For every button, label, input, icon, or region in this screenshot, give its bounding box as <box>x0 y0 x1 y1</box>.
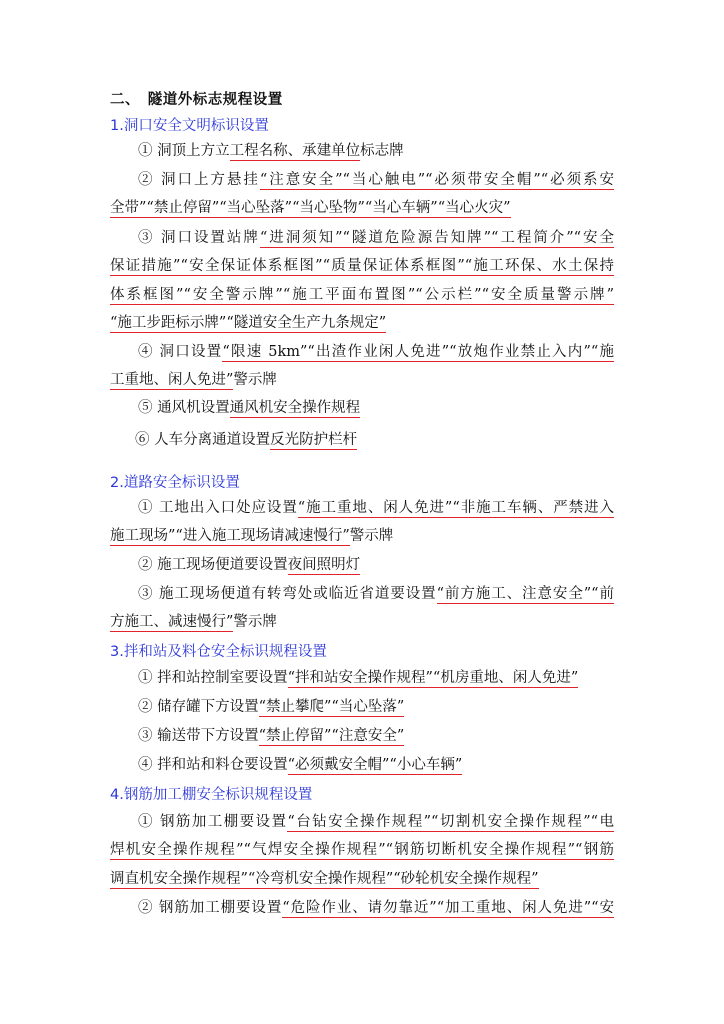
s1-item-2-underlined-1: “注意安全”“当心触电”“必须带安全帽”“必须系安 <box>259 172 615 188</box>
s3-item-4-underlined: “必须戴安全帽”“小心车辆” <box>287 757 463 773</box>
s3-item-1-underlined: “拌和站安全操作规程”“机房重地、闲人免进” <box>287 670 579 686</box>
s3-item-3-text: ③ 输送带下方设置 <box>138 728 259 744</box>
s1-item-6-text: ⑥ 人车分离通道设置 <box>135 432 271 448</box>
s2-item-1-line-1 <box>138 498 614 518</box>
subsection-title-2: 2.道路安全标识设置 <box>110 475 240 491</box>
subsection-title-4: 4.钢筋加工棚安全标识规程设置 <box>110 787 313 803</box>
subsection-title-1: 1.洞口安全文明标识设置 <box>110 118 269 134</box>
subsection-title-3: 3.拌和站及料仓安全标识规程设置 <box>110 644 327 660</box>
section-heading: 二、 隧道外标志规程设置 <box>110 92 283 108</box>
s1-item-3-underlined-4: “施工步距标示牌”“隧道安全生产九条规定” <box>110 315 387 331</box>
s4-item-1-text: ① 钢筋加工棚要设置 <box>138 814 288 830</box>
s3-item-3-underlined: “禁止停留”“注意安全” <box>258 728 405 744</box>
s4-item-2-line-1 <box>138 898 614 918</box>
s3-item-3 <box>138 726 614 746</box>
s1-item-3-line-3 <box>110 285 614 305</box>
s2-item-1-suffix: 警示牌 <box>349 528 394 544</box>
s1-item-6 <box>135 430 614 450</box>
s1-item-3-underlined-1: “进洞须知”“隧道危险源告知牌”“工程简介”“安全 <box>259 230 615 246</box>
s4-item-1-underlined-3: 调直机安全操作规程”“冷弯机安全操作规程”“砂轮机安全操作规程” <box>110 871 539 887</box>
s1-item-2-line-2 <box>110 198 614 218</box>
s2-item-3-text: ③ 施工现场便道有转弯处或临近省道要设置 <box>138 586 437 602</box>
s2-item-3-underlined-1: “前方施工、注意安全”“前 <box>436 586 614 602</box>
s1-item-5-text: ⑤ 通风机设置 <box>138 400 230 416</box>
s3-item-2-text: ② 储存罐下方设置 <box>138 699 259 715</box>
s1-item-1-underlined: 工程名称、承建单位 <box>229 143 361 159</box>
s4-item-2-underlined-1: “危险作业、请勿靠近”“加工重地、闲人免进”“安 <box>282 900 615 916</box>
s4-item-1-line-1 <box>138 812 614 832</box>
s1-item-2-text: ② 洞口上方悬挂 <box>138 172 260 188</box>
s1-item-4-line-1 <box>138 342 614 362</box>
s3-item-1 <box>138 668 614 688</box>
s1-item-6-underlined: 反光防护栏杆 <box>270 432 358 448</box>
s2-item-2-text: ② 施工现场便道要设置 <box>138 557 288 573</box>
s1-item-3-line-4 <box>110 313 614 333</box>
s4-item-2-text: ② 钢筋加工棚要设置 <box>138 900 283 916</box>
s4-item-1-line-2 <box>110 840 614 860</box>
s1-item-1-suffix: 标志牌 <box>360 143 404 159</box>
s1-item-3-line-1 <box>138 228 614 248</box>
s1-item-4-text: ④ 洞口设置 <box>138 344 223 360</box>
s2-item-2-underlined: 夜间照明灯 <box>287 557 361 573</box>
s2-item-1-text: ① 工地出入口处应设置 <box>138 500 298 516</box>
s1-item-2-line-1 <box>138 170 614 190</box>
s2-item-3-line-1 <box>138 584 614 604</box>
s1-item-1 <box>138 141 614 161</box>
s1-item-4-underlined-1: “限速 5km”“出渣作业闲人免进”“放炮作业禁止入内”“施 <box>222 344 615 360</box>
s1-item-4-underlined-2: 工重地、闲人免进” <box>110 372 234 388</box>
s2-item-1-line-2 <box>110 526 614 546</box>
s3-item-4-text: ④ 拌和站和料仓要设置 <box>138 757 288 773</box>
s1-item-4-suffix: 警示牌 <box>233 372 277 388</box>
s1-item-5 <box>138 398 614 418</box>
s2-item-1-underlined-2: 施工现场”“进入施工现场请减速慢行” <box>110 528 350 544</box>
s3-item-4 <box>138 755 614 775</box>
s1-item-4-line-2 <box>110 370 614 390</box>
s2-item-2 <box>138 555 614 575</box>
s2-item-3-underlined-2: 方施工、减速慢行” <box>110 614 234 630</box>
s1-item-5-underlined: 通风机安全操作规程 <box>229 400 361 416</box>
s1-item-1-text: ① 洞顶上方立 <box>138 143 230 159</box>
s1-item-3-underlined-2: 保证措施”“安全保证体系框图”“质量保证体系框图”“施工环保、水土保持 <box>110 258 614 274</box>
s4-item-1-line-3 <box>110 869 614 889</box>
s3-item-1-text: ① 拌和站控制室要设置 <box>138 670 288 686</box>
s1-item-2-underlined-2: 全带”“禁止停留”“当心坠落”“当心坠物”“当心车辆”“当心火灾” <box>110 200 511 216</box>
s3-item-2 <box>138 697 614 717</box>
s3-item-2-underlined: “禁止攀爬”“当心坠落” <box>258 699 405 715</box>
s4-item-1-underlined-2: 焊机安全操作规程”“气焊安全操作规程”“钢筋切断机安全操作规程”“钢筋 <box>110 842 614 858</box>
s1-item-3-line-2 <box>110 256 614 276</box>
s1-item-3-underlined-3: 体系框图”“安全警示牌”“施工平面布置图”“公示栏”“安全质量警示牌” <box>110 287 614 303</box>
s4-item-1-underlined-1: “台钻安全操作规程”“切割机安全操作规程”“电 <box>287 814 614 830</box>
s2-item-1-underlined-1: “施工重地、闲人免进”“非施工车辆、严禁进入 <box>297 500 614 516</box>
s2-item-3-line-2 <box>110 612 614 632</box>
s2-item-3-suffix: 警示牌 <box>233 614 277 630</box>
s1-item-3-text: ③ 洞口设置站牌 <box>138 230 260 246</box>
